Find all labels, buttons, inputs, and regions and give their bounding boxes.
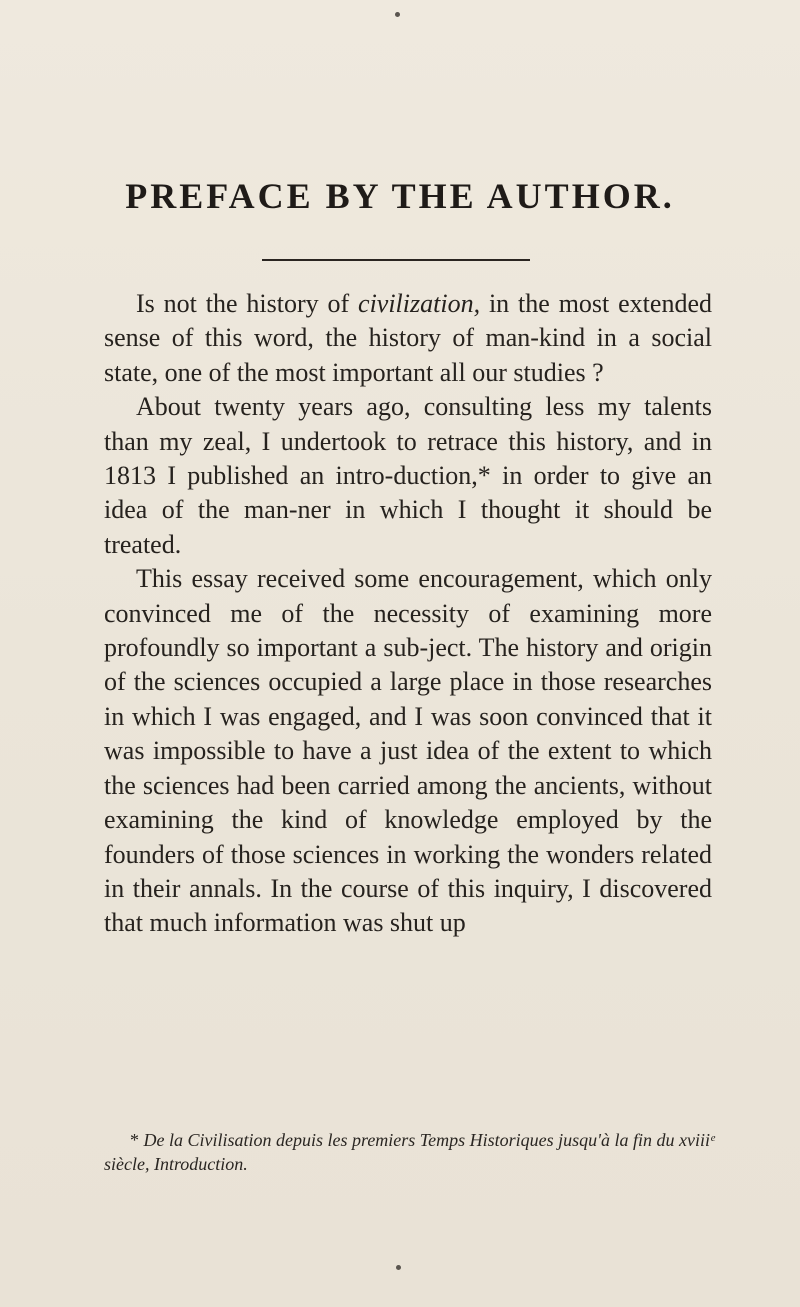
page-title: PREFACE BY THE AUTHOR.: [125, 176, 675, 216]
paragraph-1: [104, 287, 712, 390]
paragraph-1-rest: in the most extended sense of this word, the history of man-kind in a social state, one of the most important all our studies ?: [104, 289, 712, 387]
footnote-text: De la Civilisation depuis les premiers Temps Historiques jusqu'à la fin du xviiiᵉ siècle, Introduction.: [104, 1130, 715, 1174]
preface-body: [104, 287, 712, 941]
print-speck: [396, 1265, 401, 1270]
paragraph-1-emphasis: civilization,: [358, 289, 481, 318]
footnote-marker: *: [130, 1130, 139, 1150]
print-speck: [395, 12, 400, 17]
paragraph-1-lead: Is not the history of: [136, 289, 359, 318]
paragraph-2: About twenty years ago, consulting less my talents than my zeal, I undertook to retrace this history, and in 1813 I published an intro-duction,* in order to give an idea of the man-ner in which I thought it should be treated.: [104, 392, 712, 559]
heading-divider: [262, 259, 530, 261]
footnote: [104, 1128, 718, 1176]
paragraph-3: This essay received some encouragement, which only convinced me of the necessity of examining more profoundly so important a sub-ject. The history and origin of the sciences occupied a large place in those researches in which I was engaged, and I was soon convinced that it was impossible to have a just idea of the extent to which the sciences had been carried among the ancients, without examining the kind of knowledge employed by the founders of those sciences in working the wonders related in their annals. In the course of this inquiry, I discovered that much information was shut up: [104, 564, 712, 938]
